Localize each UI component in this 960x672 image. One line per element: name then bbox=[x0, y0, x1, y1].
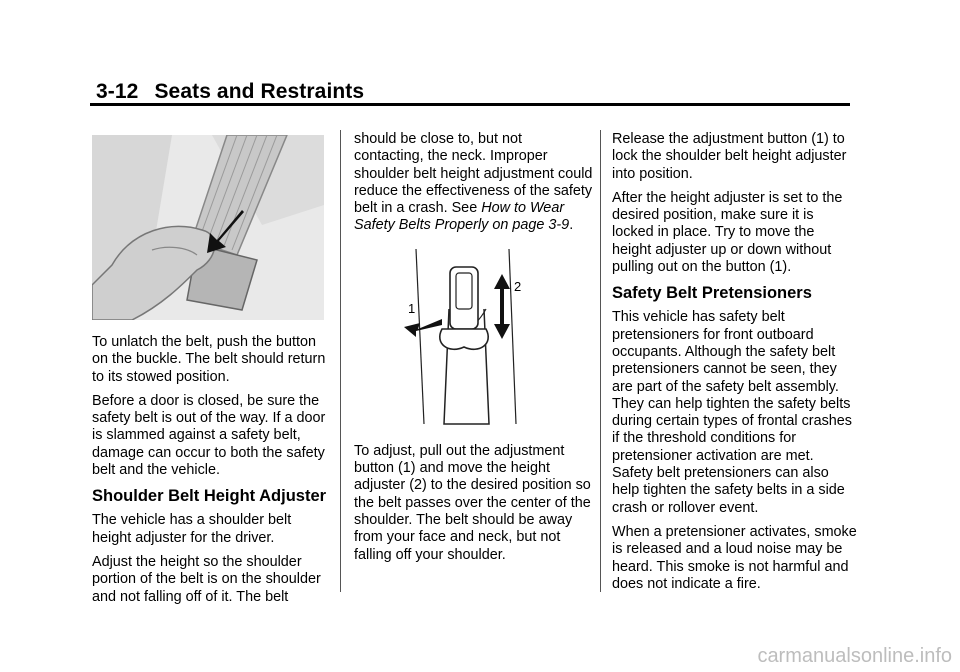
callout-label-1: 1 bbox=[408, 300, 416, 316]
column-2 bbox=[354, 131, 594, 571]
section-title: Seats and Restraints bbox=[154, 80, 365, 103]
paragraph: To unlatch the belt, push the button on the buckle. The belt should return to its stowed position. bbox=[92, 334, 326, 385]
page-number: 3-12 bbox=[96, 80, 139, 103]
paragraph bbox=[354, 131, 594, 235]
callout-label-2: 2 bbox=[514, 278, 522, 294]
column-3 bbox=[612, 131, 857, 600]
section-heading: Shoulder Belt Height Adjuster bbox=[92, 487, 327, 506]
section-heading: Safety Belt Pretensioners bbox=[612, 284, 812, 303]
paragraph: The vehicle has a shoulder belt height adjuster for the driver. bbox=[92, 512, 292, 546]
paragraph: Release the adjustment button (1) to lock the shoulder belt height adjuster into position. bbox=[612, 131, 847, 182]
watermark: carmanualsonline.info bbox=[757, 645, 952, 667]
paragraph-end: . bbox=[569, 217, 574, 234]
paragraph: Before a door is closed, be sure the safety belt is out of the way. If a door is slammed against a safety belt, damage can occur to both the safety belt and the vehicle. bbox=[92, 392, 326, 479]
paragraph: This vehicle has safety belt pretensioners for front outboard occupants. Although the safety belt pretensioners cannot be seen, they are part of the safety belt assembly. They can help tighten the safety belts during certain types of frontal crashes if the threshold conditions for pretensioner activation are met. Safety belt pretensioners can also help tighten the safety belts in a side crash or rollover event. bbox=[612, 309, 852, 516]
page-header bbox=[96, 80, 364, 104]
column-divider bbox=[340, 130, 341, 592]
column-1 bbox=[92, 130, 332, 613]
cross-reference-link[interactable]: How to Wear Safety Belts Properly on page 3-9 bbox=[354, 200, 570, 234]
column-divider bbox=[600, 130, 601, 592]
buckle-release-photo bbox=[92, 135, 324, 320]
paragraph: After the height adjuster is set to the desired position, make sure it is locked in place. Try to move the height adjuster up or down without pulling out on the button (1). bbox=[612, 189, 843, 276]
paragraph-text: should be close to, but not contacting, the neck. Improper shoulder belt height adjustment could reduce the effectiveness of the safety belt in a crash. See bbox=[354, 131, 593, 217]
header-rule bbox=[90, 103, 850, 106]
paragraph: Adjust the height so the shoulder portion of the belt is on the shoulder and not falling off of it. The belt bbox=[92, 553, 321, 605]
paragraph: When a pretensioner activates, smoke is released and a loud noise may be heard. This smoke is not harmful and does not indicate a fire. bbox=[612, 523, 857, 592]
paragraph: To adjust, pull out the adjustment button (1) and move the height adjuster (2) to the desired position so the belt passes over the center of the shoulder. The belt should be away from your face and neck, but not falling off your shoulder. bbox=[354, 442, 591, 563]
height-adjuster-diagram bbox=[394, 249, 524, 429]
